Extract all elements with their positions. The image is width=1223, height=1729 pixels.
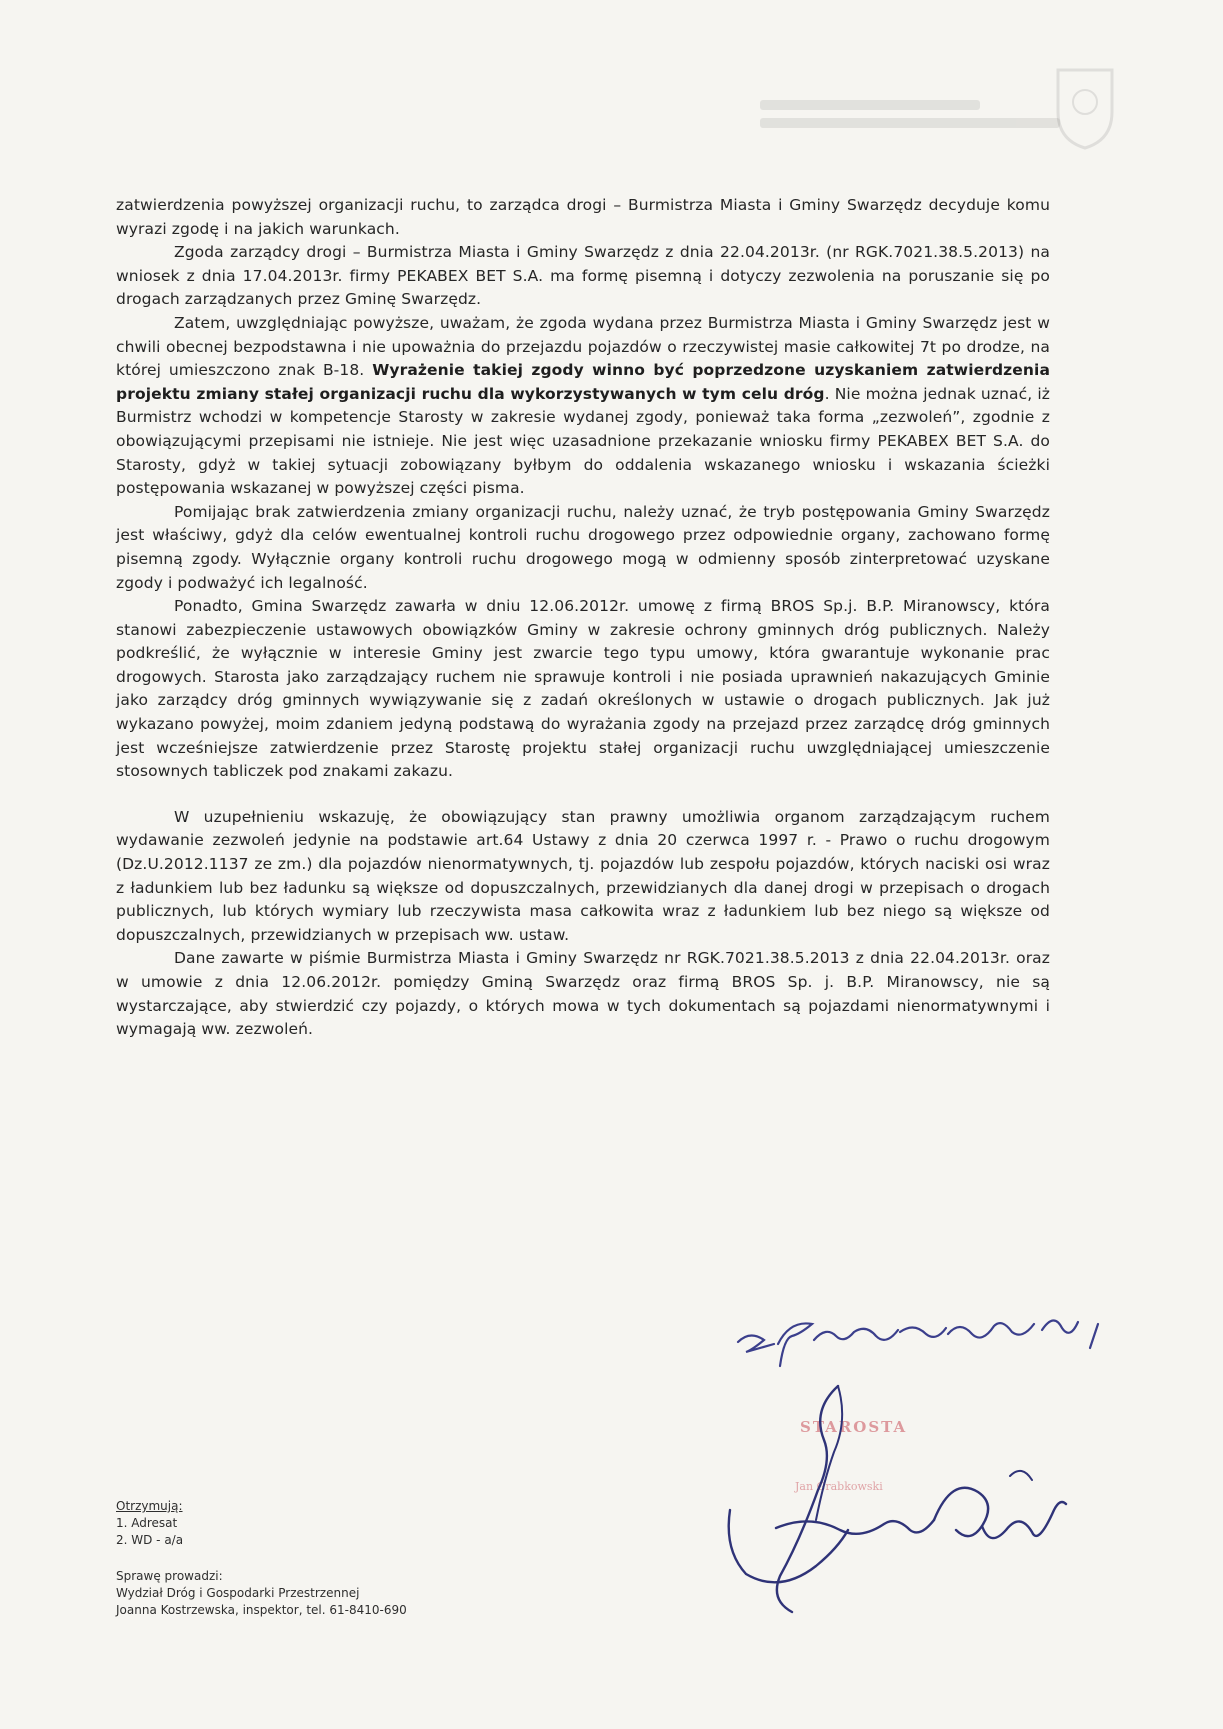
letter-paragraph: [116, 501, 1050, 595]
handled-by-header: Sprawę prowadzi:: [116, 1569, 223, 1583]
stamp-title: STAROSTA: [800, 1418, 908, 1436]
handled-by-line: Wydział Dróg i Gospodarki Przestrzennej: [116, 1586, 360, 1600]
recipient-item: 2. WD - a/a: [116, 1533, 184, 1547]
recipients-header: Otrzymują:: [116, 1499, 183, 1513]
text-segment: zatwierdzenia powyższej organizacji ruchu, to zarządca drogi – Burmistrza Miasta i Gminy Swarzędz decyduje komu wyrazi zgodę i na jakich warunkach.: [116, 196, 1050, 238]
letter-paragraph: [116, 194, 1050, 241]
letter-paragraph: [116, 806, 1050, 948]
text-segment: . Nie można jednak uznać, iż Burmistrz wchodzi w kompetencje Starosty w zakresie wydanej zgody, ponieważ taka forma „zezwoleń”, zgodnie z obowiązującymi przepisami nie istnieje. Nie jest więc uzasadnione przekazanie wniosku firmy PEKABEX BET S.A. do Starosty, gdyż w takiej sytuacji zobowiązany byłbym do oddalenia wskazanego wniosku i wskazania ścieżki postępowania wskazanej w powyższej części pisma.: [116, 384, 1050, 498]
text-segment: Pomijając brak zatwierdzenia zmiany organizacji ruchu, należy uznać, że tryb postępowania Gminy Swarzędz jest właściwy, gdyż dla celów ewentualnej kontroli ruchu drogowego przez odpowiednie organy, zachowano formę pisemną zgody. Wyłącznie organy kontroli ruchu drogowego mogą w odmienny sposób zinterpretować uzyskane zgody i podważyć ich legalność.: [116, 502, 1050, 592]
handled-by-block: [116, 1568, 566, 1619]
crest-watermark-icon: [1050, 62, 1120, 152]
letter-paragraph: [116, 312, 1050, 501]
handwritten-signature: [720, 1380, 1080, 1620]
text-segment: Ponadto, Gmina Swarzędz zawarła w dniu 12.06.2012r. umowę z firmą BROS Sp.j. B.P. Miranowscy, która stanowi zabezpieczenie ustawowych obowiązków Gminy w zakresie ochrony gminnych dróg publicznych. Należy podkreślić, że wyłącznie w interesie Gminy jest zwarcie tego typu umowy, która gwarantuje wykonanie prac drogowych. Starosta jako zarządzający ruchem nie sprawuje kontroli i nie posiada uprawnień nakazujących Gminie jako zarządcy dróg gminnych wywiązywanie się z zadań określonych w ustawie o drogach publicznych. Jak już wykazano powyżej, moim zdaniem jedyną podstawą do wyrażania zgody na przejazd przez zarządcę dróg gminnych jest wcześniejsze zatwierdzenie przez Starostę projektu stałej organizacji ruchu uwzględniającej umieszczenie stosownych tabliczek pod znakami zakazu.: [116, 597, 1050, 781]
text-segment: Dane zawarte w piśmie Burmistrza Miasta i Gminy Swarzędz nr RGK.7021.38.5.2013 z dnia 22.04.2013r. oraz w umowie z dnia 12.06.2012r. pomiędzy Gminą Swarzędz oraz firmą BROS Sp. j. B.P. Miranowscy, nie są wystarczające, aby stwierdzić czy pojazdy, o których mowa w tych dokumentach są pojazdami nienormatywnymi i wymagają ww. zezwoleń.: [116, 949, 1050, 1039]
bold-text-segment: Wyrażenie takiej zgody winno być poprzedzone uzyskaniem zatwierdzenia projektu zmiany stałej organizacji ruchu dla wykorzystywanych w tym celu dróg: [116, 361, 1051, 403]
handled-by-line: Joanna Kostrzewska, inspektor, tel. 61-8410-690: [116, 1603, 407, 1617]
stamp-name: Jan Grabkowski: [795, 1480, 883, 1493]
closing-signature: [730, 1300, 1110, 1370]
faint-header-shadow: [760, 100, 1060, 130]
recipients-block: [116, 1498, 516, 1549]
recipient-item: 1. Adresat: [116, 1516, 178, 1530]
letter-paragraph: [116, 241, 1050, 312]
letter-paragraph: [116, 595, 1050, 784]
text-segment: W uzupełnieniu wskazuję, że obowiązujący stan prawny umożliwia organom zarządzającym ruchem wydawanie zezwoleń jedynie na podstawie art.64 Ustawy z dnia 20 czerwca 1997 r. - Prawo o ruchu drogowym (Dz.U.2012.1137 ze zm.) dla pojazdów nienormatywnych, tj. pojazdów lub zespołu pojazdów, których naciski osi wraz z ładunkiem lub bez ładunku są większe od dopuszczalnych, przewidzianych dla danej drogi w przepisach o drogach publicznych, lub których wymiary lub rzeczywista masa całkowita wraz z ładunkiem lub bez niego są większe od dopuszczalnych, przewidzianych w przepisach ww. ustaw.: [116, 807, 1050, 944]
letter-paragraph: [116, 947, 1050, 1041]
text-segment: Zatem, uwzględniając powyższe, uważam, że zgoda wydana przez Burmistrza Miasta i Gminy Swarzędz jest w chwili obecnej bezpodstawna i nie upoważnia do przejazdu pojazdów o rzeczywistej masie całkowitej 7t po drodze, na której umieszczono znak B-18.: [116, 313, 1050, 380]
letter-body: [116, 194, 1050, 1042]
text-segment: Zgoda zarządcy drogi – Burmistrza Miasta i Gminy Swarzędz z dnia 22.04.2013r. (nr RGK.7021.38.5.2013) na wniosek z dnia 17.04.2013r. firmy PEKABEX BET S.A. ma formę pisemną i dotyczy zezwolenia na poruszanie się po drogach zarządzanych przez Gminę Swarzędz.: [116, 243, 1050, 309]
